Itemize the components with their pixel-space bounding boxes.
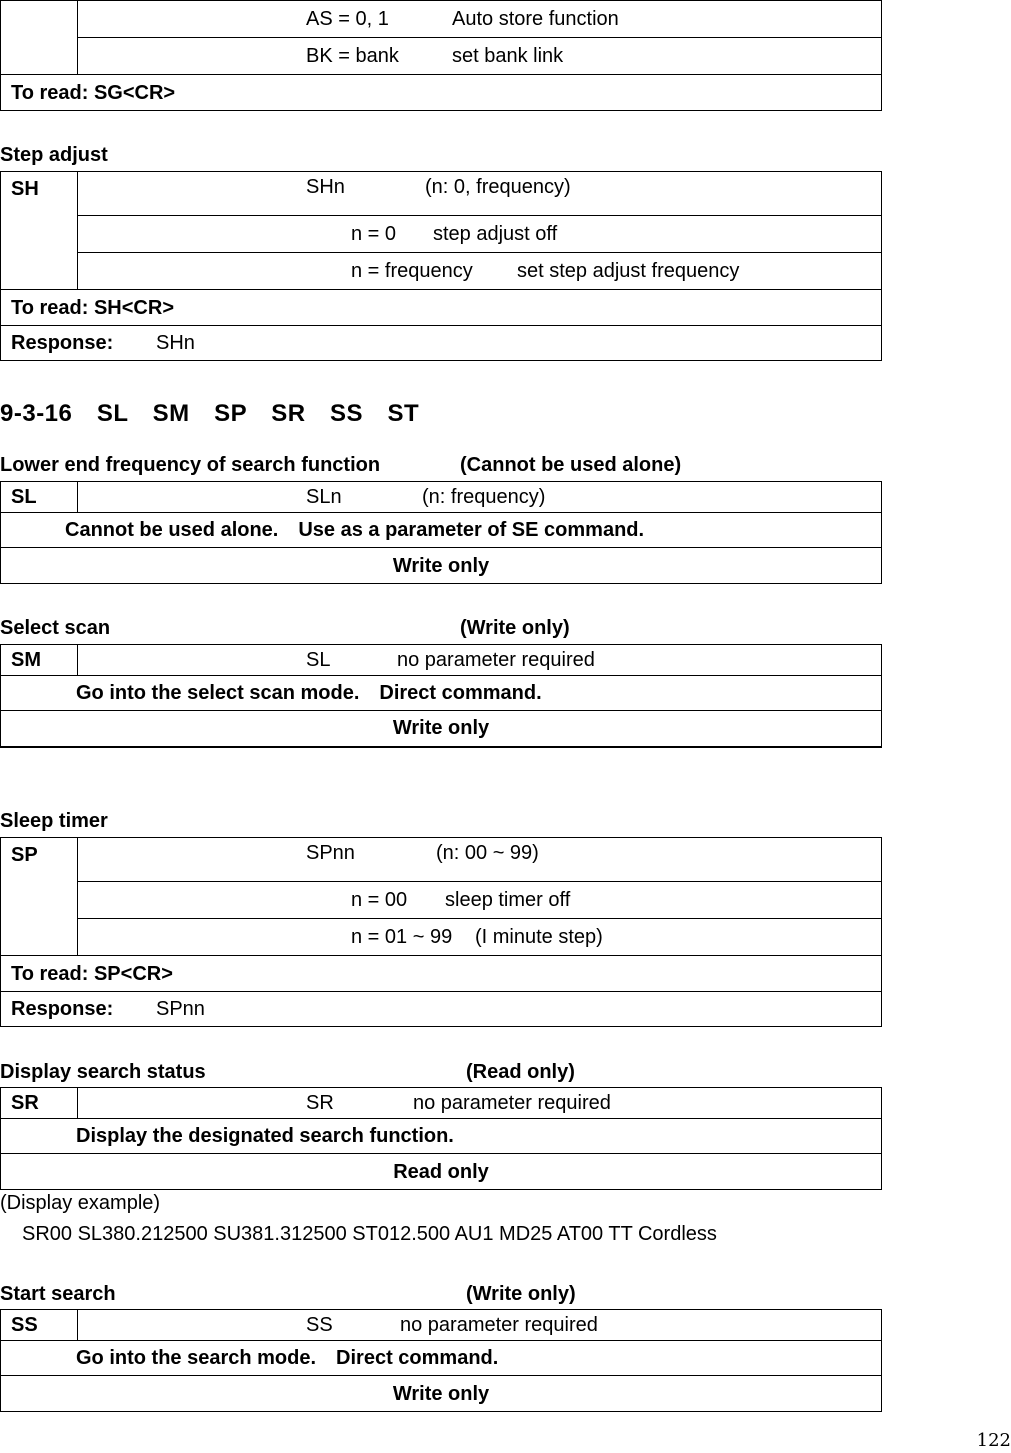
param-row	[78, 882, 882, 919]
command-code: SM	[1, 645, 78, 676]
command-code: SS	[1, 1310, 78, 1341]
syntax-note: (n: frequency)	[422, 486, 546, 508]
heading-note: (Write only)	[460, 617, 570, 639]
step-adjust-table	[0, 171, 882, 361]
code-cell-empty	[1, 1, 78, 75]
top-command-table	[0, 0, 882, 111]
syntax-row	[78, 1310, 882, 1341]
param-desc: set step adjust frequency	[517, 260, 740, 282]
syntax-note: no parameter required	[413, 1092, 611, 1114]
param-row	[78, 1, 882, 38]
param-row	[78, 919, 882, 956]
syntax-note: (n: 00 ~ 99)	[436, 842, 539, 864]
command-code: SH	[1, 172, 78, 290]
param-row	[78, 253, 882, 290]
search-status-table	[0, 1087, 882, 1190]
syntax: SHn	[306, 176, 345, 198]
usage-note: Display the designated search function.	[1, 1119, 882, 1154]
param-desc: sleep timer off	[445, 889, 571, 911]
param-value: n = 01 ~ 99	[351, 926, 453, 948]
param-desc: set bank link	[452, 45, 564, 67]
heading-text: Display search status	[0, 1061, 206, 1083]
response-row	[1, 992, 882, 1027]
heading-text: Start search	[0, 1283, 116, 1305]
read-instruction: To read: SH<CR>	[1, 290, 882, 326]
select-scan-heading	[0, 617, 570, 640]
read-instruction: To read: SP<CR>	[1, 956, 882, 992]
param-row	[78, 216, 882, 253]
heading-text: Select scan	[0, 617, 111, 639]
param-row	[78, 38, 882, 75]
page-number: 122	[976, 1430, 1011, 1451]
syntax: SL	[306, 649, 331, 671]
syntax-row	[78, 482, 882, 513]
response-value: SHn	[156, 332, 195, 354]
syntax-note: no parameter required	[397, 649, 595, 671]
param-value: n = frequency	[351, 260, 473, 282]
param-value: AS = 0, 1	[306, 8, 389, 30]
sleep-timer-table	[0, 837, 882, 1027]
start-search-heading	[0, 1283, 576, 1306]
sleep-timer-heading: Sleep timer	[0, 810, 108, 832]
syntax-row	[78, 1088, 882, 1119]
heading-text: Lower end frequency of search function	[0, 454, 381, 476]
param-desc: (I minute step)	[475, 926, 603, 948]
lower-end-table	[0, 481, 882, 584]
command-code: SR	[1, 1088, 78, 1119]
access-mode: Write only	[1, 548, 882, 584]
usage-note: Go into the search mode. Direct command.	[1, 1341, 882, 1376]
usage-note: Go into the select scan mode. Direct command.	[1, 676, 882, 711]
response-label: Response:	[11, 332, 114, 354]
lower-end-heading	[0, 454, 681, 477]
param-value: n = 0	[351, 223, 397, 245]
command-code: SL	[1, 482, 78, 513]
heading-note: (Write only)	[466, 1283, 576, 1305]
syntax: SPnn	[306, 842, 355, 864]
syntax: SR	[306, 1092, 334, 1114]
syntax: SS	[306, 1314, 333, 1336]
param-desc: step adjust off	[433, 223, 558, 245]
syntax-note: no parameter required	[400, 1314, 598, 1336]
syntax-row	[78, 838, 882, 882]
syntax-row	[78, 172, 882, 216]
param-value: n = 00	[351, 889, 408, 911]
start-search-table	[0, 1309, 882, 1412]
heading-note: (Cannot be used alone)	[460, 454, 682, 476]
response-value: SPnn	[156, 998, 205, 1020]
search-status-heading	[0, 1061, 575, 1084]
command-code: SP	[1, 838, 78, 956]
select-scan-table	[0, 644, 882, 748]
syntax-row	[78, 645, 882, 676]
display-example-value: SR00 SL380.212500 SU381.312500 ST012.500 AU1 MD25 AT00 TT Cordless	[22, 1223, 717, 1245]
read-instruction: To read: SG<CR>	[1, 75, 882, 111]
usage-note: Cannot be used alone. Use as a parameter of SE command.	[1, 513, 882, 548]
param-value: BK = bank	[306, 45, 399, 67]
response-label: Response:	[11, 998, 114, 1020]
display-example-label: (Display example)	[0, 1192, 161, 1214]
syntax: SLn	[306, 486, 342, 508]
syntax-note: (n: 0, frequency)	[425, 176, 571, 198]
access-mode: Read only	[1, 1154, 882, 1190]
access-mode: Write only	[1, 711, 882, 747]
section-title: 9-3-16 SL SM SP SR SS ST	[0, 400, 420, 427]
param-desc: Auto store function	[452, 8, 619, 30]
heading-note: (Read only)	[466, 1061, 575, 1083]
step-adjust-heading: Step adjust	[0, 144, 108, 166]
access-mode: Write only	[1, 1376, 882, 1412]
response-row	[1, 326, 882, 361]
